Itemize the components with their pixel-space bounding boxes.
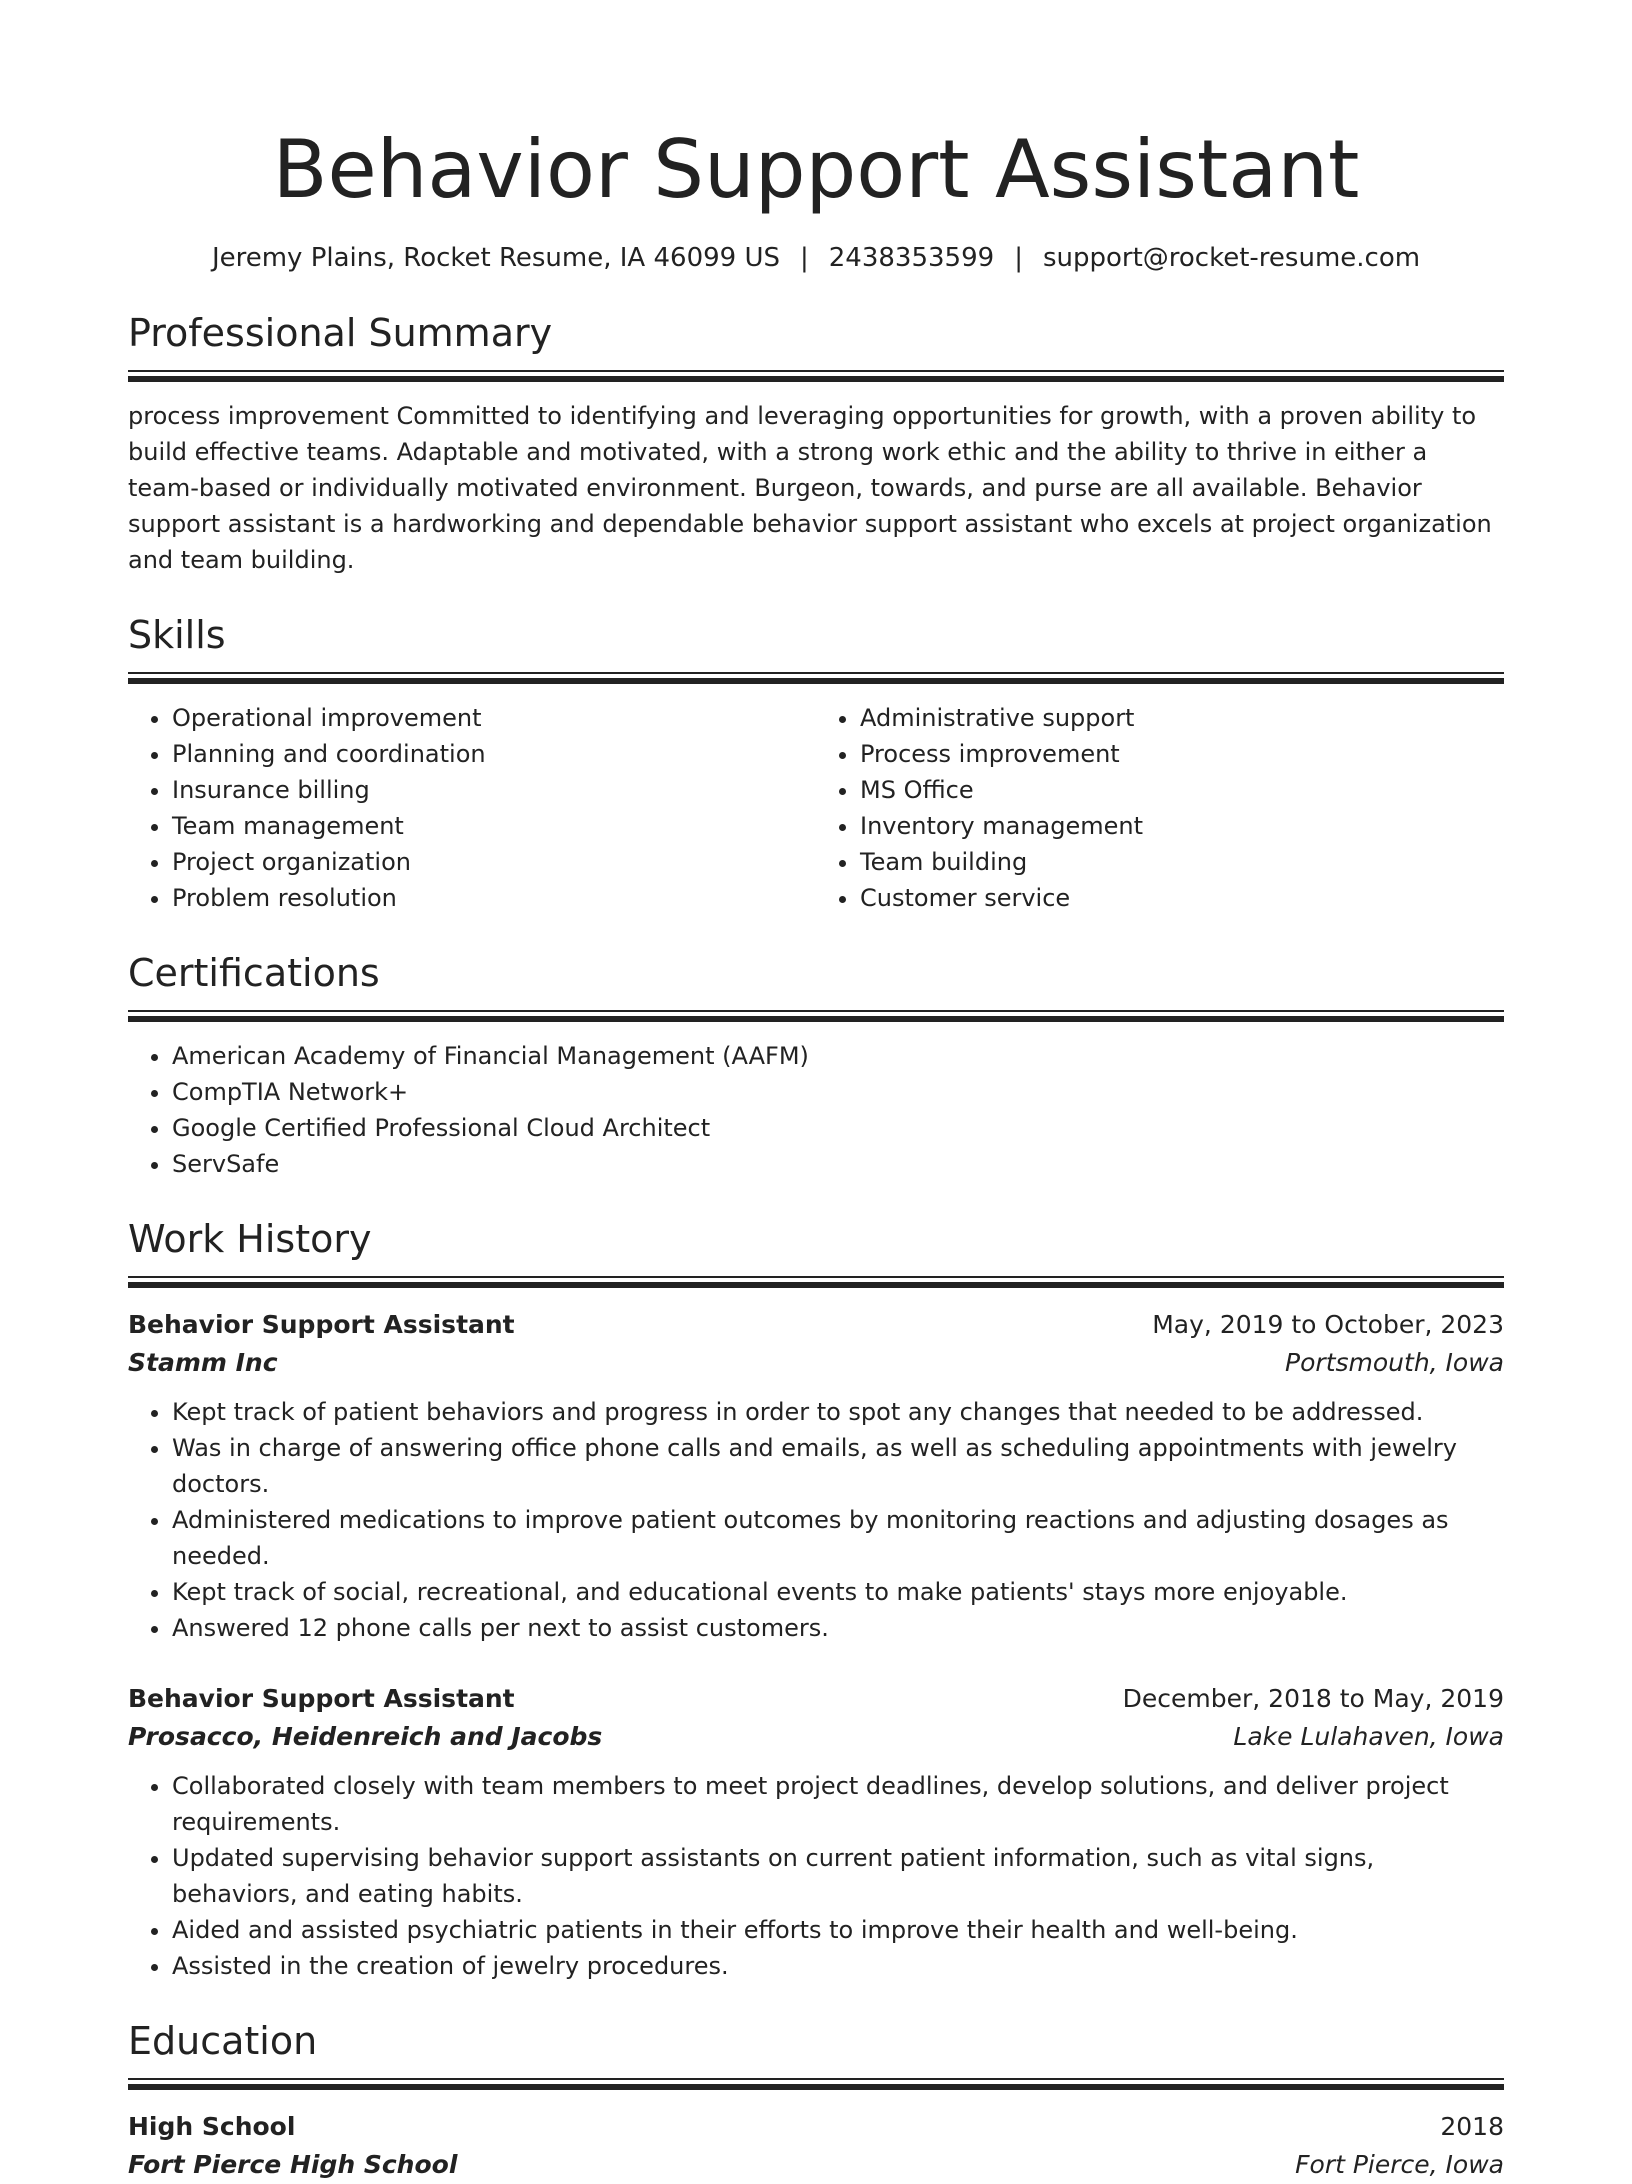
job-entry (128, 1306, 1504, 1646)
section-title-certifications: Certifications (128, 951, 380, 995)
section-divider (128, 672, 1504, 684)
skill-item: • Administrative support (860, 700, 1504, 736)
job-dates: May, 2019 to October, 2023 (1152, 1310, 1504, 1339)
job-dates: December, 2018 to May, 2019 (1122, 1684, 1504, 1713)
job-title: Behavior Support Assistant (128, 1310, 515, 1339)
certifications-section (128, 948, 1504, 1182)
skill-item: • Team management (172, 808, 816, 844)
education-school: Fort Pierce High School (128, 2150, 458, 2179)
skill-item: • Process improvement (860, 736, 1504, 772)
work-history-section (128, 1214, 1504, 1984)
job-bullet: • Was in charge of answering office phone calls and emails, as well as scheduling appointments with jewelry doctors. (172, 1430, 1504, 1502)
education-entry (128, 2108, 1504, 2184)
job-title: Behavior Support Assistant (128, 1684, 515, 1713)
job-bullet: • Kept track of social, recreational, and educational events to make patients' stays more enjoyable. (172, 1574, 1504, 1610)
job-bullet: • Collaborated closely with team members to meet project deadlines, develop solutions, and deliver project requirements. (172, 1768, 1504, 1840)
skills-column-left (128, 700, 816, 916)
section-title-skills: Skills (128, 613, 226, 657)
job-bullet: • Updated supervising behavior support assistants on current patient information, such as vital signs, behaviors, and eating habits. (172, 1840, 1504, 1912)
job-bullets (128, 1394, 1504, 1646)
summary-text: process improvement Committed to identifying and leveraging opportunities for growth, with a proven ability to build effective teams. Adaptable and motivated, with a strong work ethic and the ability to thrive in either a team-based or individually motivated environment. Burgeon, towards, and purse are all available. Behavior support assistant is a hardworking and dependable behavior support assistant who excels at project organization and team building. (128, 402, 1492, 574)
skill-item: • Inventory management (860, 808, 1504, 844)
skill-item: • Operational improvement (172, 700, 816, 736)
section-divider (128, 1276, 1504, 1288)
education-header-row (128, 2108, 1504, 2146)
skills-grid (128, 700, 1504, 916)
skill-item: • Project organization (172, 844, 816, 880)
resume-name: Behavior Support Assistant (272, 123, 1360, 216)
skill-item: • Insurance billing (172, 772, 816, 808)
section-divider (128, 2078, 1504, 2090)
certification-item: • Google Certified Professional Cloud Architect (172, 1110, 1504, 1146)
contact-separator: | (1014, 243, 1023, 273)
job-company: Prosacco, Heidenreich and Jacobs (128, 1722, 603, 1751)
section-title-summary: Professional Summary (128, 311, 553, 355)
section-divider (128, 370, 1504, 382)
job-bullet: • Answered 12 phone calls per next to assist customers. (172, 1610, 1504, 1646)
summary-section (128, 308, 1504, 578)
skill-item: • Team building (860, 844, 1504, 880)
job-bullets (128, 1768, 1504, 1984)
job-bullet: • Administered medications to improve patient outcomes by monitoring reactions and adjusting dosages as needed. (172, 1502, 1504, 1574)
certification-item: • CompTIA Network+ (172, 1074, 1504, 1110)
skills-section (128, 610, 1504, 916)
section-title-education: Education (128, 2019, 318, 2063)
contact-email: support@rocket-resume.com (1042, 243, 1421, 273)
certification-item: • ServSafe (172, 1146, 1504, 1182)
section-title-work-history: Work History (128, 1217, 372, 1261)
skill-item: • Problem resolution (172, 880, 816, 916)
job-location: Portsmouth, Iowa (1285, 1348, 1504, 1377)
job-entry (128, 1680, 1504, 1984)
skills-column-right (816, 700, 1504, 916)
contact-line (128, 240, 1504, 276)
skill-item: • MS Office (860, 772, 1504, 808)
job-company: Stamm Inc (128, 1348, 278, 1377)
skill-item: • Planning and coordination (172, 736, 816, 772)
job-bullet: • Aided and assisted psychiatric patients in their efforts to improve their health and well-being. (172, 1912, 1504, 1948)
skills-list-left (128, 700, 816, 916)
job-header-row (128, 1680, 1504, 1718)
education-location: Fort Pierce, Iowa (1295, 2150, 1504, 2179)
job-company-row (128, 1344, 1504, 1382)
contact-phone: 2438353599 (828, 243, 995, 273)
job-company-row (128, 1718, 1504, 1756)
job-bullet: • Assisted in the creation of jewelry procedures. (172, 1948, 1504, 1984)
skill-item: • Customer service (860, 880, 1504, 916)
education-school-row (128, 2146, 1504, 2184)
certification-item: • American Academy of Financial Management (AAFM) (172, 1038, 1504, 1074)
certifications-list (128, 1038, 1504, 1182)
contact-address: Jeremy Plains, Rocket Resume, IA 46099 US (211, 243, 780, 273)
contact-separator: | (800, 243, 809, 273)
job-location: Lake Lulahaven, Iowa (1233, 1722, 1504, 1751)
education-year: 2018 (1440, 2112, 1504, 2141)
job-header-row (128, 1306, 1504, 1344)
job-bullet: • Kept track of patient behaviors and progress in order to spot any changes that needed to be addressed. (172, 1394, 1504, 1430)
education-section (128, 2016, 1504, 2184)
section-divider (128, 1010, 1504, 1022)
skills-list-right (816, 700, 1504, 916)
education-degree: High School (128, 2112, 296, 2141)
